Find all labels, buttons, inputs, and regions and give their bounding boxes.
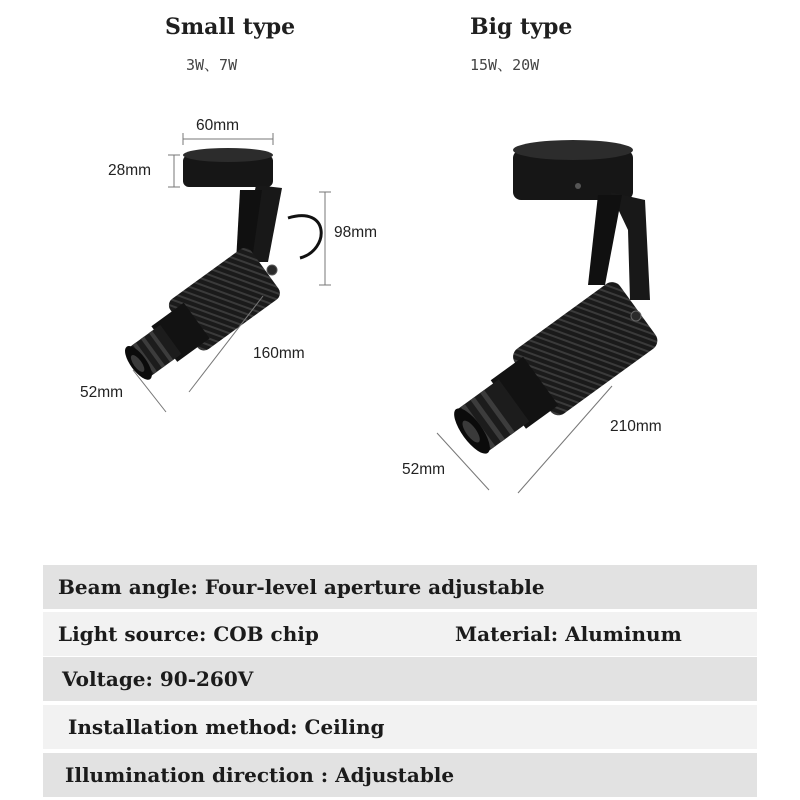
spec-installation: Installation method: Ceiling bbox=[68, 715, 385, 739]
spec-material: Material: Aluminum bbox=[455, 622, 682, 646]
spec-row-beam-angle bbox=[43, 565, 757, 609]
spec-voltage: Voltage: 90-260V bbox=[62, 667, 254, 691]
small-type-wattage: 3W、7W bbox=[186, 56, 238, 74]
big-lens-diameter-label: 52mm bbox=[402, 461, 446, 478]
spec-row-light-source bbox=[43, 612, 757, 656]
spec-row-voltage bbox=[43, 657, 757, 701]
small-lens-diameter-label: 52mm bbox=[80, 384, 124, 401]
big-length-label: 210mm bbox=[610, 418, 662, 435]
small-base-width-label: 60mm bbox=[196, 117, 240, 134]
big-type-title: Big type bbox=[470, 14, 573, 40]
big-type-wattage: 15W、20W bbox=[470, 56, 540, 74]
small-base-height-label: 28mm bbox=[108, 162, 152, 179]
spec-illumination: Illumination direction : Adjustable bbox=[65, 763, 455, 787]
small-bracket-height-label: 98mm bbox=[334, 224, 378, 241]
small-type-title: Small type bbox=[165, 14, 296, 40]
spec-row-illumination bbox=[43, 753, 757, 797]
spec-light-source: Light source: COB chip bbox=[58, 622, 319, 646]
small-length-label: 160mm bbox=[253, 345, 305, 362]
spec-beam-angle: Beam angle: Four-level aperture adjustable bbox=[58, 575, 545, 599]
spec-row-installation bbox=[43, 705, 757, 749]
